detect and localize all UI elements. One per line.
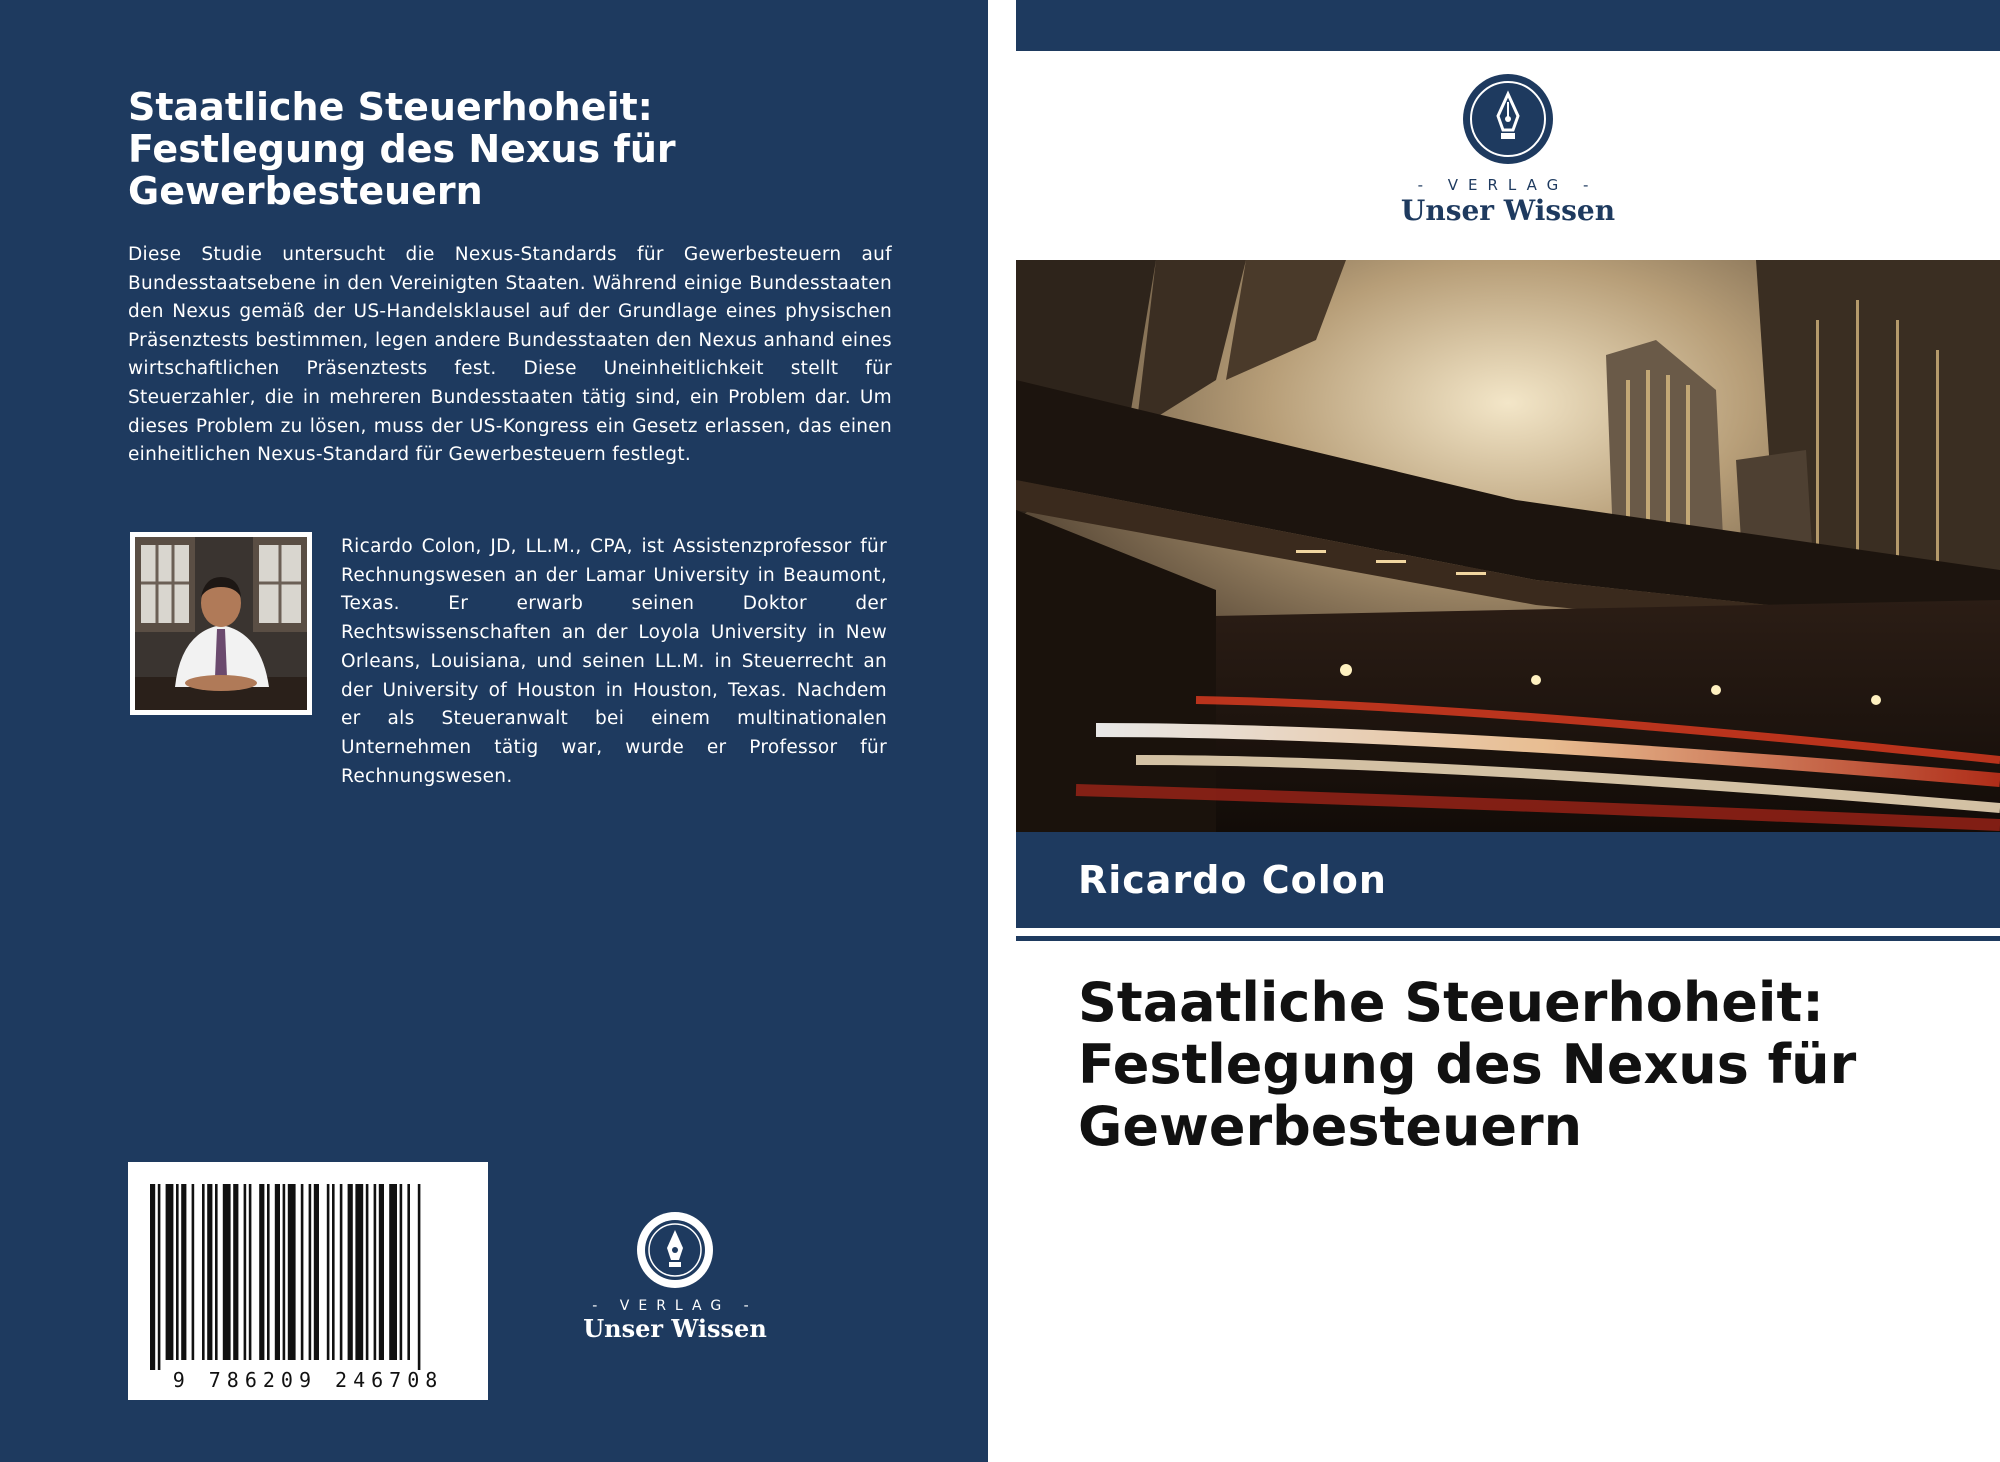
author-bio: Ricardo Colon, JD, LL.M., CPA, ist Assistenzprofessor für Rechnungswesen an der Lamar University in Beaumont, Texas. Er erwarb seinen Doktor der Rechtswissenschaften an der Loyola University in New Orleans, Louisiana, und seinen LL.M. in Steuerrecht an der University of Houston in Houston, Texas. Nachdem er als Steueranwalt bei einem multinationalen Unternehmen tätig war, wurde er Professor für Rechnungswesen. <box>341 536 887 787</box>
back-cover-title: Staatliche Steuerhoheit: Festlegung des Nexus für Gewerbesteuern <box>128 85 676 213</box>
publisher-name: Unser Wissen <box>583 1314 767 1343</box>
author-photo <box>130 532 312 715</box>
front-publisher-logo <box>1366 72 1650 227</box>
publisher-name: Unser Wissen <box>1400 194 1616 227</box>
isbn-barcode <box>128 1162 488 1400</box>
barcode-bars <box>128 1162 488 1400</box>
isbn-digits: 9 786209 246708 <box>172 1368 444 1392</box>
city-night-photo <box>1016 260 2000 832</box>
top-band <box>1016 0 2000 51</box>
fountain-pen-seal-icon <box>635 1210 715 1290</box>
publisher-verlag-label: - VERLAG - <box>1417 176 1599 194</box>
fountain-pen-seal-icon <box>1461 72 1555 166</box>
author-name: Ricardo Colon <box>1078 858 1387 902</box>
publisher-verlag-label: - VERLAG - <box>592 1298 758 1314</box>
spine <box>988 0 1016 1462</box>
front-cover <box>1016 0 2000 1462</box>
back-publisher-logo <box>580 1210 770 1343</box>
back-cover <box>0 0 988 1462</box>
front-cover-title: Staatliche Steuerhoheit: Festlegung des Nexus für Gewerbesteuern <box>1078 971 1857 1158</box>
book-description: Diese Studie untersucht die Nexus-Standards für Gewerbesteuern auf Bundesstaatsebene in den Vereinigten Staaten. Während einige Bundesstaaten den Nexus gemäß der US-Handelsklausel auf der Grundlage eines physischen Präsenztests bestimmen, legen andere Bundesstaaten den Nexus anhand eines wirtschaftlichen Präsenztests fest. Diese Uneinheitlichkeit stellt für Steuerzahler, die in mehreren Bundesstaaten tätig sind, ein Problem dar. Um dieses Problem zu lösen, muss der US-Kongress ein Gesetz erlassen, das einen einheitlichen Nexus-Standard für Gewerbesteuern festlegt. <box>128 244 892 466</box>
divider <box>1016 936 2000 941</box>
author-band <box>1016 832 2000 928</box>
